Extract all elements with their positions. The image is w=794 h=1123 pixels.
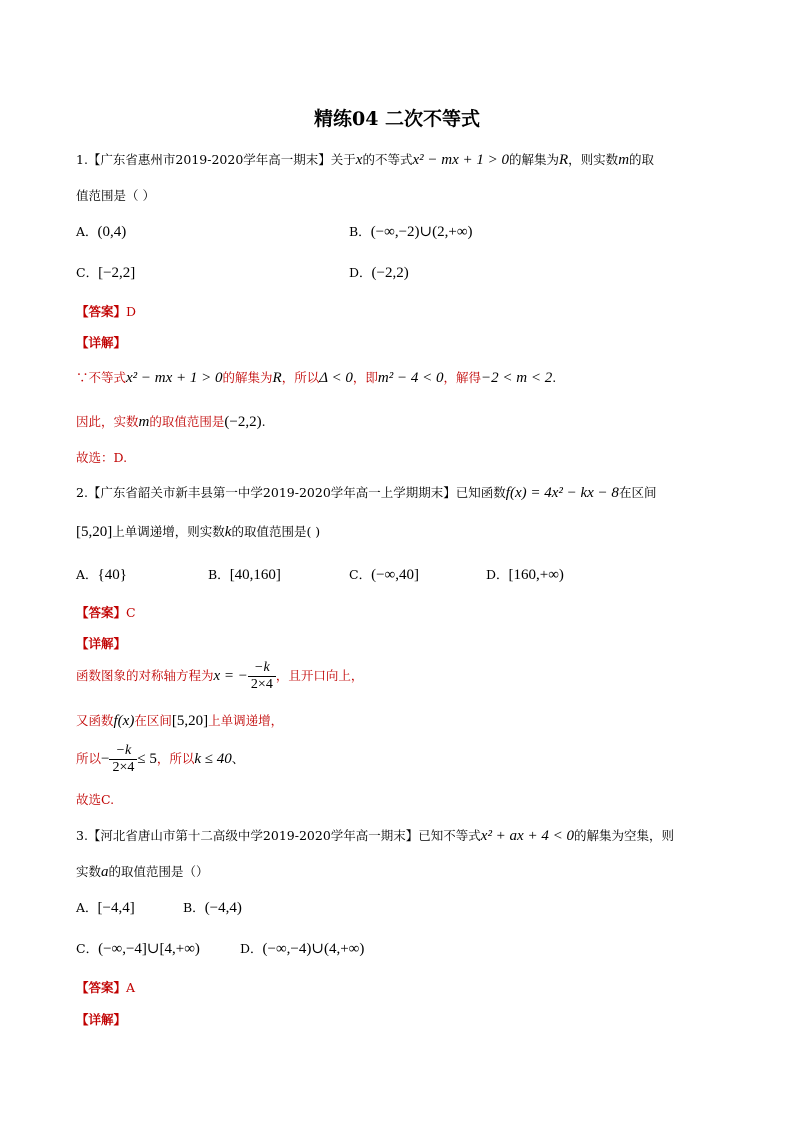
q2-option-c: [349, 565, 419, 584]
q2-solution-line3: [76, 743, 244, 776]
q3-stem-line2: [76, 862, 209, 881]
sol-math: ≤ 5: [137, 751, 157, 768]
option-label: D．: [349, 265, 372, 280]
sol-text: 的取值范围是: [149, 414, 225, 429]
sol-text: ，所以: [156, 751, 195, 767]
option-value: {40}: [97, 567, 127, 583]
option-value: (−∞,−2)∪(2,+∞): [370, 224, 473, 240]
sol-math: f(x): [113, 713, 135, 729]
fraction-numerator: −k: [248, 660, 276, 677]
answer-label: 【答案】: [76, 980, 127, 995]
sol-text: 在区间: [134, 713, 172, 728]
q3-detail-label: [76, 1010, 126, 1028]
q1-option-c: [76, 263, 135, 282]
q2-option-d: [486, 565, 564, 584]
q3-option-d: [240, 939, 364, 958]
q1-option-a: [76, 222, 126, 241]
q1-solution-line1: [76, 368, 556, 387]
answer-value: D: [126, 304, 137, 319]
q2-stem-line1: [76, 483, 656, 502]
sol-text: 所以: [76, 751, 102, 767]
sol-math: −: [101, 751, 110, 768]
q1-var-x: x: [355, 152, 363, 168]
sol-math: R: [272, 370, 282, 386]
option-value: (−∞,−4]∪[4,+∞): [98, 941, 200, 957]
option-label: D．: [486, 567, 509, 582]
q1-solution-line3: 故选：D.: [76, 450, 128, 465]
sol-math: k ≤ 40: [194, 751, 232, 768]
q3-stem-line1: [76, 826, 674, 845]
detail-label: 【详解】: [76, 1012, 127, 1027]
option-value: (−∞,−4)∪(4,+∞): [262, 941, 365, 957]
answer-label: 【答案】: [76, 304, 127, 319]
q1-option-d: [349, 263, 409, 282]
sol-math: m² − 4 < 0: [377, 370, 444, 386]
option-value: [160,+∞): [508, 567, 564, 583]
q2-mid: 上单调递增，则实数: [112, 524, 225, 539]
option-value: [40,160]: [229, 567, 281, 583]
q2-interval: [5,20]: [76, 524, 113, 540]
sol-math: x = −: [213, 668, 248, 685]
q3-option-c: [76, 939, 200, 958]
option-value: (−4,4): [204, 900, 242, 916]
option-value: (0,4): [97, 224, 127, 240]
q3-var-a: a: [101, 864, 109, 880]
option-label: B．: [183, 900, 205, 915]
inequality-fraction: [109, 743, 137, 776]
q1-stem-line1: [76, 150, 654, 169]
option-label: C．: [76, 941, 99, 956]
q3-end: 的解集为空集，则: [573, 828, 674, 843]
answer-value: A: [126, 980, 136, 995]
option-label: A．: [76, 900, 98, 915]
sol-text: 又函数: [76, 713, 114, 728]
q2-end: 在区间: [618, 485, 657, 500]
sol-text: 的解集为: [222, 370, 273, 385]
q3-text: 实数: [76, 864, 102, 879]
q1-answer: [76, 302, 136, 320]
option-value: (−∞,40]: [371, 567, 419, 583]
q1-detail-label: [76, 333, 126, 351]
sol-text: 上单调递增，: [208, 713, 284, 728]
option-label: C．: [349, 567, 372, 582]
q1-mid1: 的不等式: [362, 152, 413, 167]
answer-value: C: [126, 605, 136, 620]
q2-solution-line4: 故选C.: [76, 792, 115, 807]
detail-label: 【详解】: [76, 335, 127, 350]
q2-option-a: [76, 565, 127, 584]
sol-math: Δ < 0: [319, 370, 353, 386]
option-label: A．: [76, 224, 98, 239]
symmetry-fraction: [248, 660, 276, 693]
option-label: D．: [240, 941, 263, 956]
sol-text: 、: [231, 751, 245, 767]
sol-text: ，所以: [281, 370, 320, 385]
fraction-numerator: −k: [109, 743, 137, 760]
q2-option-b: [208, 565, 281, 584]
q2-detail-label: [76, 634, 126, 652]
q2-answer: [76, 603, 136, 621]
option-label: B．: [349, 224, 371, 239]
q3-answer: [76, 978, 135, 996]
q3-text: 的取值范围是（）: [108, 864, 209, 879]
q1-var-R: R: [559, 152, 569, 168]
option-label: B．: [208, 567, 230, 582]
sol-text: ，即: [352, 370, 378, 385]
answer-label: 【答案】: [76, 605, 127, 620]
sol-math: m: [138, 414, 150, 430]
q2-solution-line1: [76, 660, 363, 693]
q3-option-a: [76, 898, 135, 917]
option-value: [−4,4]: [97, 900, 135, 916]
q1-solution-line2: [76, 412, 266, 431]
sol-math: x² − mx + 1 > 0: [126, 370, 223, 386]
q2-solution-line2: [76, 711, 283, 730]
sol-text: .: [552, 370, 557, 385]
option-label: C．: [76, 265, 99, 280]
q1-stem-line2: 值范围是（ ）: [76, 188, 155, 203]
sol-math: (−2,2): [224, 414, 262, 430]
q1-inequality: x² − mx + 1 > 0: [412, 152, 509, 168]
page-title: 精练04 二次不等式: [313, 108, 481, 130]
q1-prefix: 1.【广东省惠州市2019-2020学年高一期末】关于: [76, 152, 356, 167]
sol-math: [5,20]: [171, 713, 209, 729]
sol-text: 因此，实数: [76, 414, 139, 429]
q3-inequality: x² + ax + 4 < 0: [480, 828, 574, 844]
sol-text: ∵不等式: [76, 370, 127, 385]
fraction-denominator: 2×4: [250, 677, 273, 693]
q2-var-k: k: [224, 524, 232, 540]
q2-stem-line2: [76, 522, 320, 541]
sol-text: 函数图象的对称轴方程为: [76, 668, 214, 684]
sol-text: .: [261, 414, 266, 429]
q2-end2: 的取值范围是( ): [231, 524, 321, 539]
q1-end: 的取: [629, 152, 655, 167]
option-value: (−2,2): [371, 265, 409, 281]
detail-label: 【详解】: [76, 636, 127, 651]
q1-var-m: m: [618, 152, 630, 168]
fraction-denominator: 2×4: [112, 760, 135, 776]
option-label: A．: [76, 567, 98, 582]
q1-mid3: ，则实数: [568, 152, 619, 167]
q1-option-b: [349, 222, 473, 241]
sol-math: −2 < m < 2: [481, 370, 553, 386]
sol-text: ，解得: [443, 370, 481, 385]
q3-prefix: 3.【河北省唐山市第十二高级中学2019-2020学年高一期末】已知不等式: [76, 828, 481, 843]
q3-option-b: [183, 898, 242, 917]
option-value: [−2,2]: [98, 265, 136, 281]
q2-prefix: 2.【广东省韶关市新丰县第一中学2019-2020学年高一上学期期末】已知函数: [76, 485, 506, 500]
q2-function: f(x) = 4x² − kx − 8: [505, 485, 619, 501]
sol-text: ，且开口向上，: [275, 668, 364, 684]
q1-mid2: 的解集为: [508, 152, 559, 167]
